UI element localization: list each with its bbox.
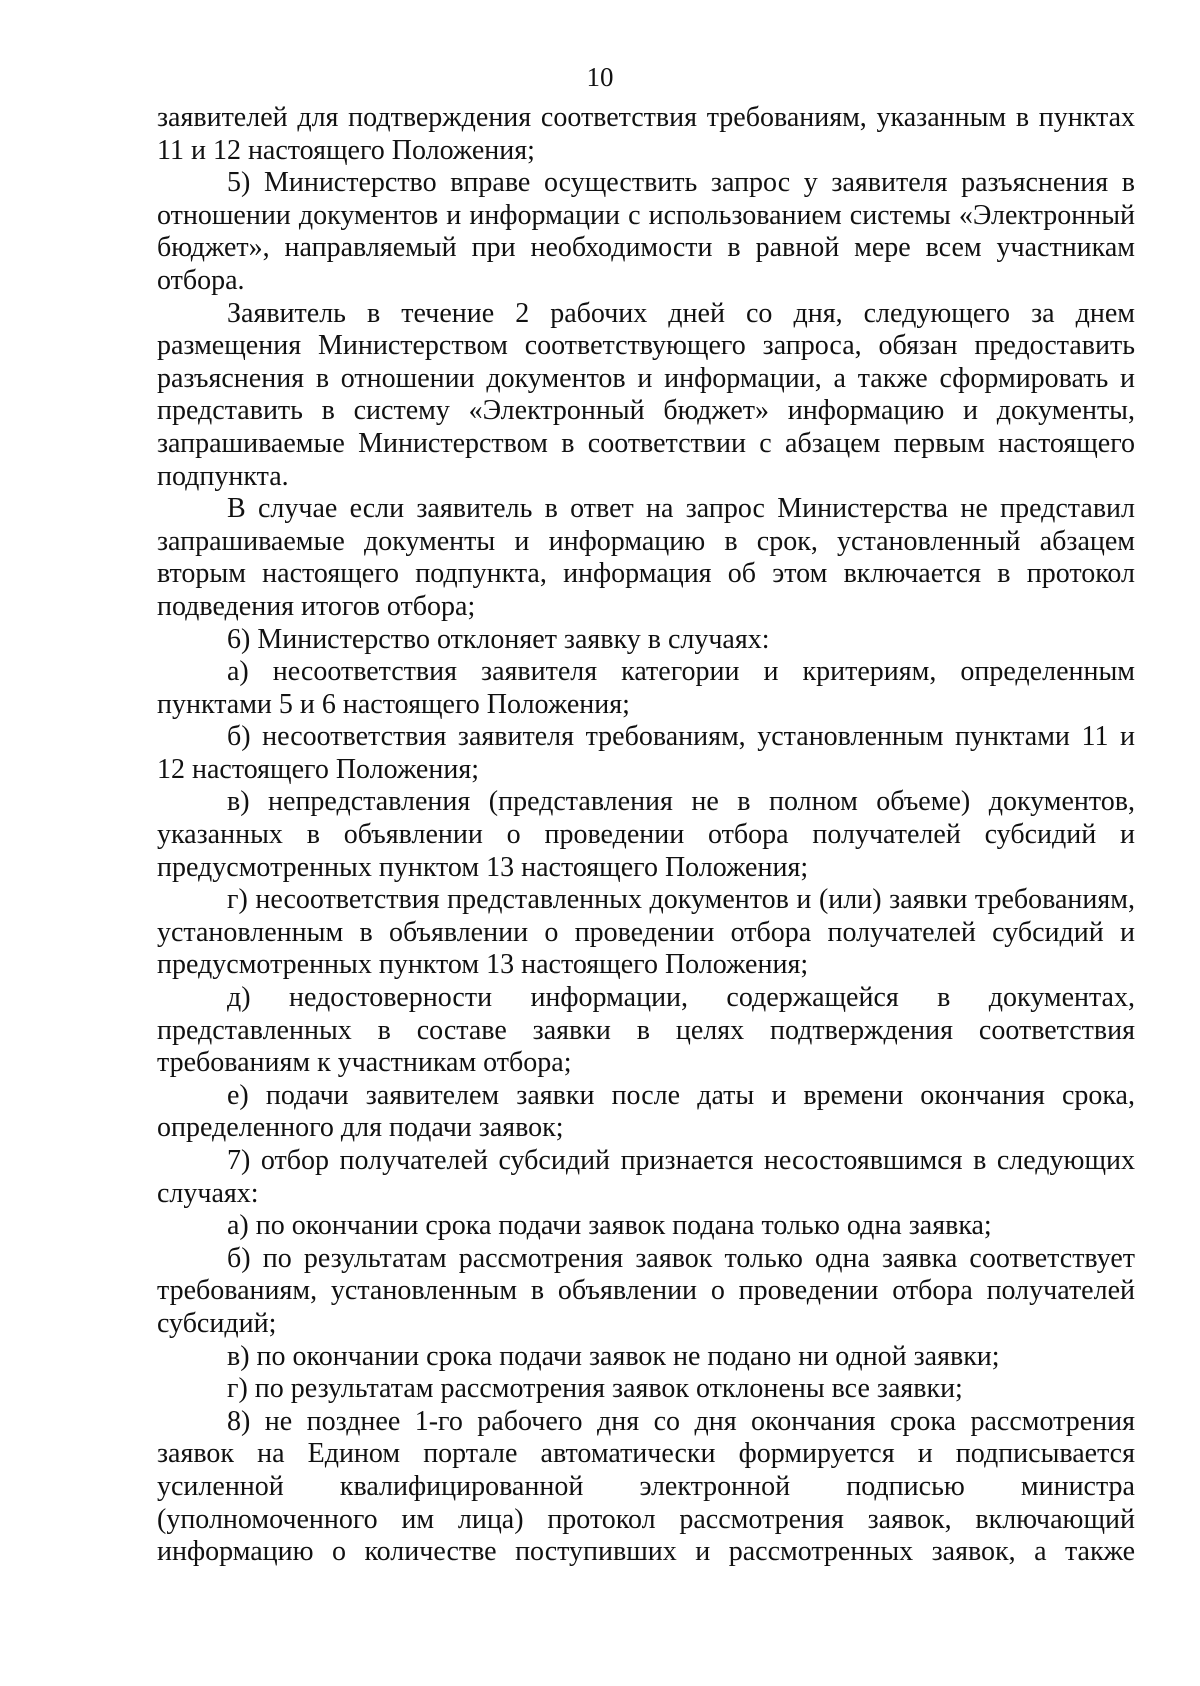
paragraph: В случае если заявитель в ответ на запрос Министерства не представил запрашиваемые документы и информацию в срок, установленный абзацем вторым настоящего подпункта, информация об этом включается в протокол подведения итогов отбора;: [157, 493, 1135, 622]
paragraph: 6) Министерство отклоняет заявку в случаях:: [227, 623, 770, 655]
list-item: б) несоответствия заявителя требованиям, установленным пунктами 11 и 12 настоящего Положения;: [157, 721, 1135, 785]
list-item: в) непредставления (представления не в полном объеме) документов, указанных в объявлении о проведении отбора получателей субсидий и предусмотренных пунктом 13 настоящего Положения;: [157, 786, 1135, 883]
list-item: е) подачи заявителем заявки после даты и времени окончания срока, определенного для подачи заявок;: [157, 1079, 1135, 1144]
list-item: г) несоответствия представленных документов и (или) заявки требованиям, установленным в объявлении о проведении отбора получателей субсидий и предусмотренных пунктом 13 настоящего Положения;: [157, 884, 1135, 981]
paragraph: Заявитель в течение 2 рабочих дней со дня, следующего за днем размещения Министерством соответствующего запроса, обязан предоставить разъяснения в отношении документов и информации, а также сформировать и представить в систему «Электронный бюджет» информацию и документы, запрашиваемые Министерством в соответствии с абзацем первым настоящего подпункта.: [157, 297, 1135, 492]
list-item: д) недостоверности информации, содержащейся в документах, представленных в составе заявки в целях подтверждения соответствия требованиям к участникам отбора;: [157, 982, 1135, 1079]
paragraph: 5) Министерство вправе осуществить запрос у заявителя разъяснения в отношении документов и информации с использованием системы «Электронный бюджет», направляемый при необходимости в равной мере всем участникам отбора.: [157, 167, 1135, 296]
paragraph: заявителей для подтверждения соответствия требованиям, указанным в пунктах 11 и 12 настоящего Положения;: [157, 102, 1135, 166]
list-item: а) несоответствия заявителя категории и критериям, определенным пунктами 5 и 6 настоящего Положения;: [157, 656, 1135, 720]
paragraph: 8) не позднее 1-го рабочего дня со дня окончания срока рассмотрения заявок на Едином портале автоматически формируется и подписывается усиленной квалифицированной электронной подписью министра (уполномоченного им лица) протокол рассмотрения заявок, включающий информацию о количестве поступивших и рассмотренных заявок, а также: [157, 1405, 1135, 1568]
paragraph: 7) отбор получателей субсидий признается несостоявшимся в следующих случаях:: [157, 1145, 1135, 1209]
list-item: а) по окончании срока подачи заявок подана только одна заявка;: [227, 1210, 992, 1242]
list-item: б) по результатам рассмотрения заявок только одна заявка соответствует требованиям, установленным в объявлении о проведении отбора получателей субсидий;: [157, 1242, 1135, 1339]
list-item: г) по результатам рассмотрения заявок отклонены все заявки;: [227, 1373, 963, 1405]
document-body: [157, 102, 1135, 1569]
page-number: 10: [586, 62, 614, 92]
list-item: в) по окончании срока подачи заявок не подано ни одной заявки;: [227, 1340, 1000, 1372]
